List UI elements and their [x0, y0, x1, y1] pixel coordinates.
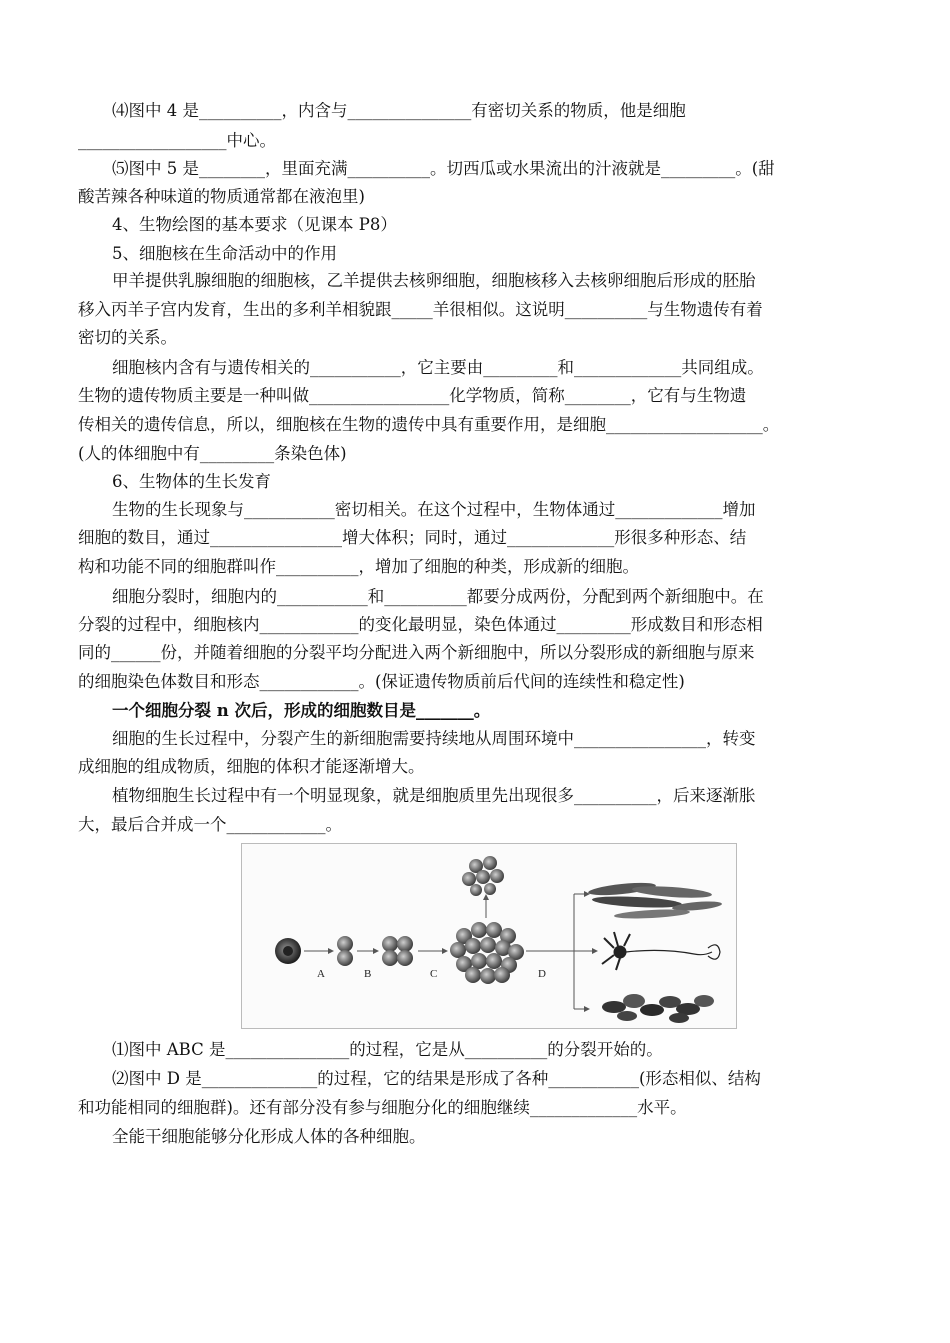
text-line: 和功能相同的细胞群)。还有部分没有参与细胞分化的细胞继续_____________水平。 [78, 1098, 687, 1117]
label-d: D [538, 968, 546, 980]
text-line: 的细胞染色体数目和形态____________。(保证遗传物质前后代间的连续性和稳定性) [78, 672, 685, 691]
text-line: ⑵图中 D 是______________的过程，它的结果是形成了各种___________(形态相似、结构 [112, 1069, 761, 1088]
section-heading: 5、细胞核在生命活动中的作用 [112, 244, 337, 263]
text-line: 细胞分裂时，细胞内的___________和__________都要分成两份，分配到两个新细胞中。在 [112, 587, 764, 606]
text-line: 生物的生长现象与___________密切相关。在这个过程中，生物体通过_____________增加 [112, 500, 756, 519]
label-b: B [364, 968, 372, 980]
section-heading: 4、生物绘图的基本要求（见课本 P8） [112, 215, 397, 234]
text-line: 传相关的遗传信息，所以，细胞核在生物的遗传中具有重要作用，是细胞___________________。 [78, 415, 780, 434]
text-line: ⑷图中 4 是__________，内含与_______________有密切关系的物质，他是细胞 [112, 101, 686, 120]
text-line: 甲羊提供乳腺细胞的细胞核，乙羊提供去核卵细胞，细胞核移入去核卵细胞后形成的胚胎 [112, 271, 756, 290]
text-line: 细胞的数目，通过________________增大体积；同时，通过_____________形很多种形态、结 [78, 528, 747, 547]
text-line: 构和功能不同的细胞群叫作__________，增加了细胞的种类，形成新的细胞。 [78, 557, 639, 576]
text-line: 全能干细胞能够分化形成人体的各种细胞。 [112, 1127, 426, 1146]
section-heading: 6、生物体的生长发育 [112, 472, 271, 491]
text-line: 移入丙羊子宫内发育，生出的多利羊相貌跟_____羊很相似。这说明__________与生物遗传有着 [78, 300, 763, 319]
text-line: 密切的关系。 [78, 328, 177, 347]
text-line: 酸苦辣各种味道的物质通常都在液泡里) [78, 187, 365, 206]
text-line: 细胞的生长过程中，分裂产生的新细胞需要持续地从周围环境中________________，转变 [112, 729, 756, 748]
muscle-tissue [588, 880, 723, 920]
text-line: 植物细胞生长过程中有一个明显现象，就是细胞质里先出现很多__________，后来逐渐胀 [112, 786, 756, 805]
cell-division-diagram [241, 843, 737, 1029]
text-line: __________________中心。 [78, 131, 276, 150]
label-a: A [317, 968, 325, 980]
text-line: 细胞核内含有与遗传相关的___________，它主要由_________和_____________共同组成。 [112, 358, 764, 377]
text-line: 成细胞的组成物质，细胞的体积才能逐渐增大。 [78, 757, 425, 776]
text-line: 同的______份，并随着细胞的分裂平均分配进入两个新细胞中，所以分裂形成的新细胞与原来 [78, 643, 755, 662]
text-line: 生物的遗传物质主要是一种叫做_________________化学物质，简称________，它有与生物遗 [78, 386, 747, 405]
text-line: (人的体细胞中有_________条染色体) [78, 444, 347, 463]
text-line: 分裂的过程中，细胞核内____________的变化最明显，染色体通过_________形成数目和形态相 [78, 615, 763, 634]
two-cell-stage [337, 936, 353, 966]
single-cell [275, 938, 301, 964]
cell-cluster [450, 922, 524, 984]
text-line: ⑸图中 5 是________，里面充满__________。切西瓜或水果流出的汁液就是_________。(甜 [112, 159, 775, 178]
label-c: C [430, 968, 438, 980]
four-cell-stage [382, 936, 413, 966]
blood-cells [602, 994, 714, 1023]
top-cell-group [462, 856, 504, 896]
text-line: 大，最后合并成一个____________。 [78, 815, 342, 834]
neuron [602, 932, 720, 970]
text-line: ⑴图中 ABC 是_______________的过程，它是从__________的分裂开始的。 [112, 1040, 663, 1059]
bold-question: 一个细胞分裂 n 次后，形成的细胞数目是_______。 [112, 701, 491, 720]
